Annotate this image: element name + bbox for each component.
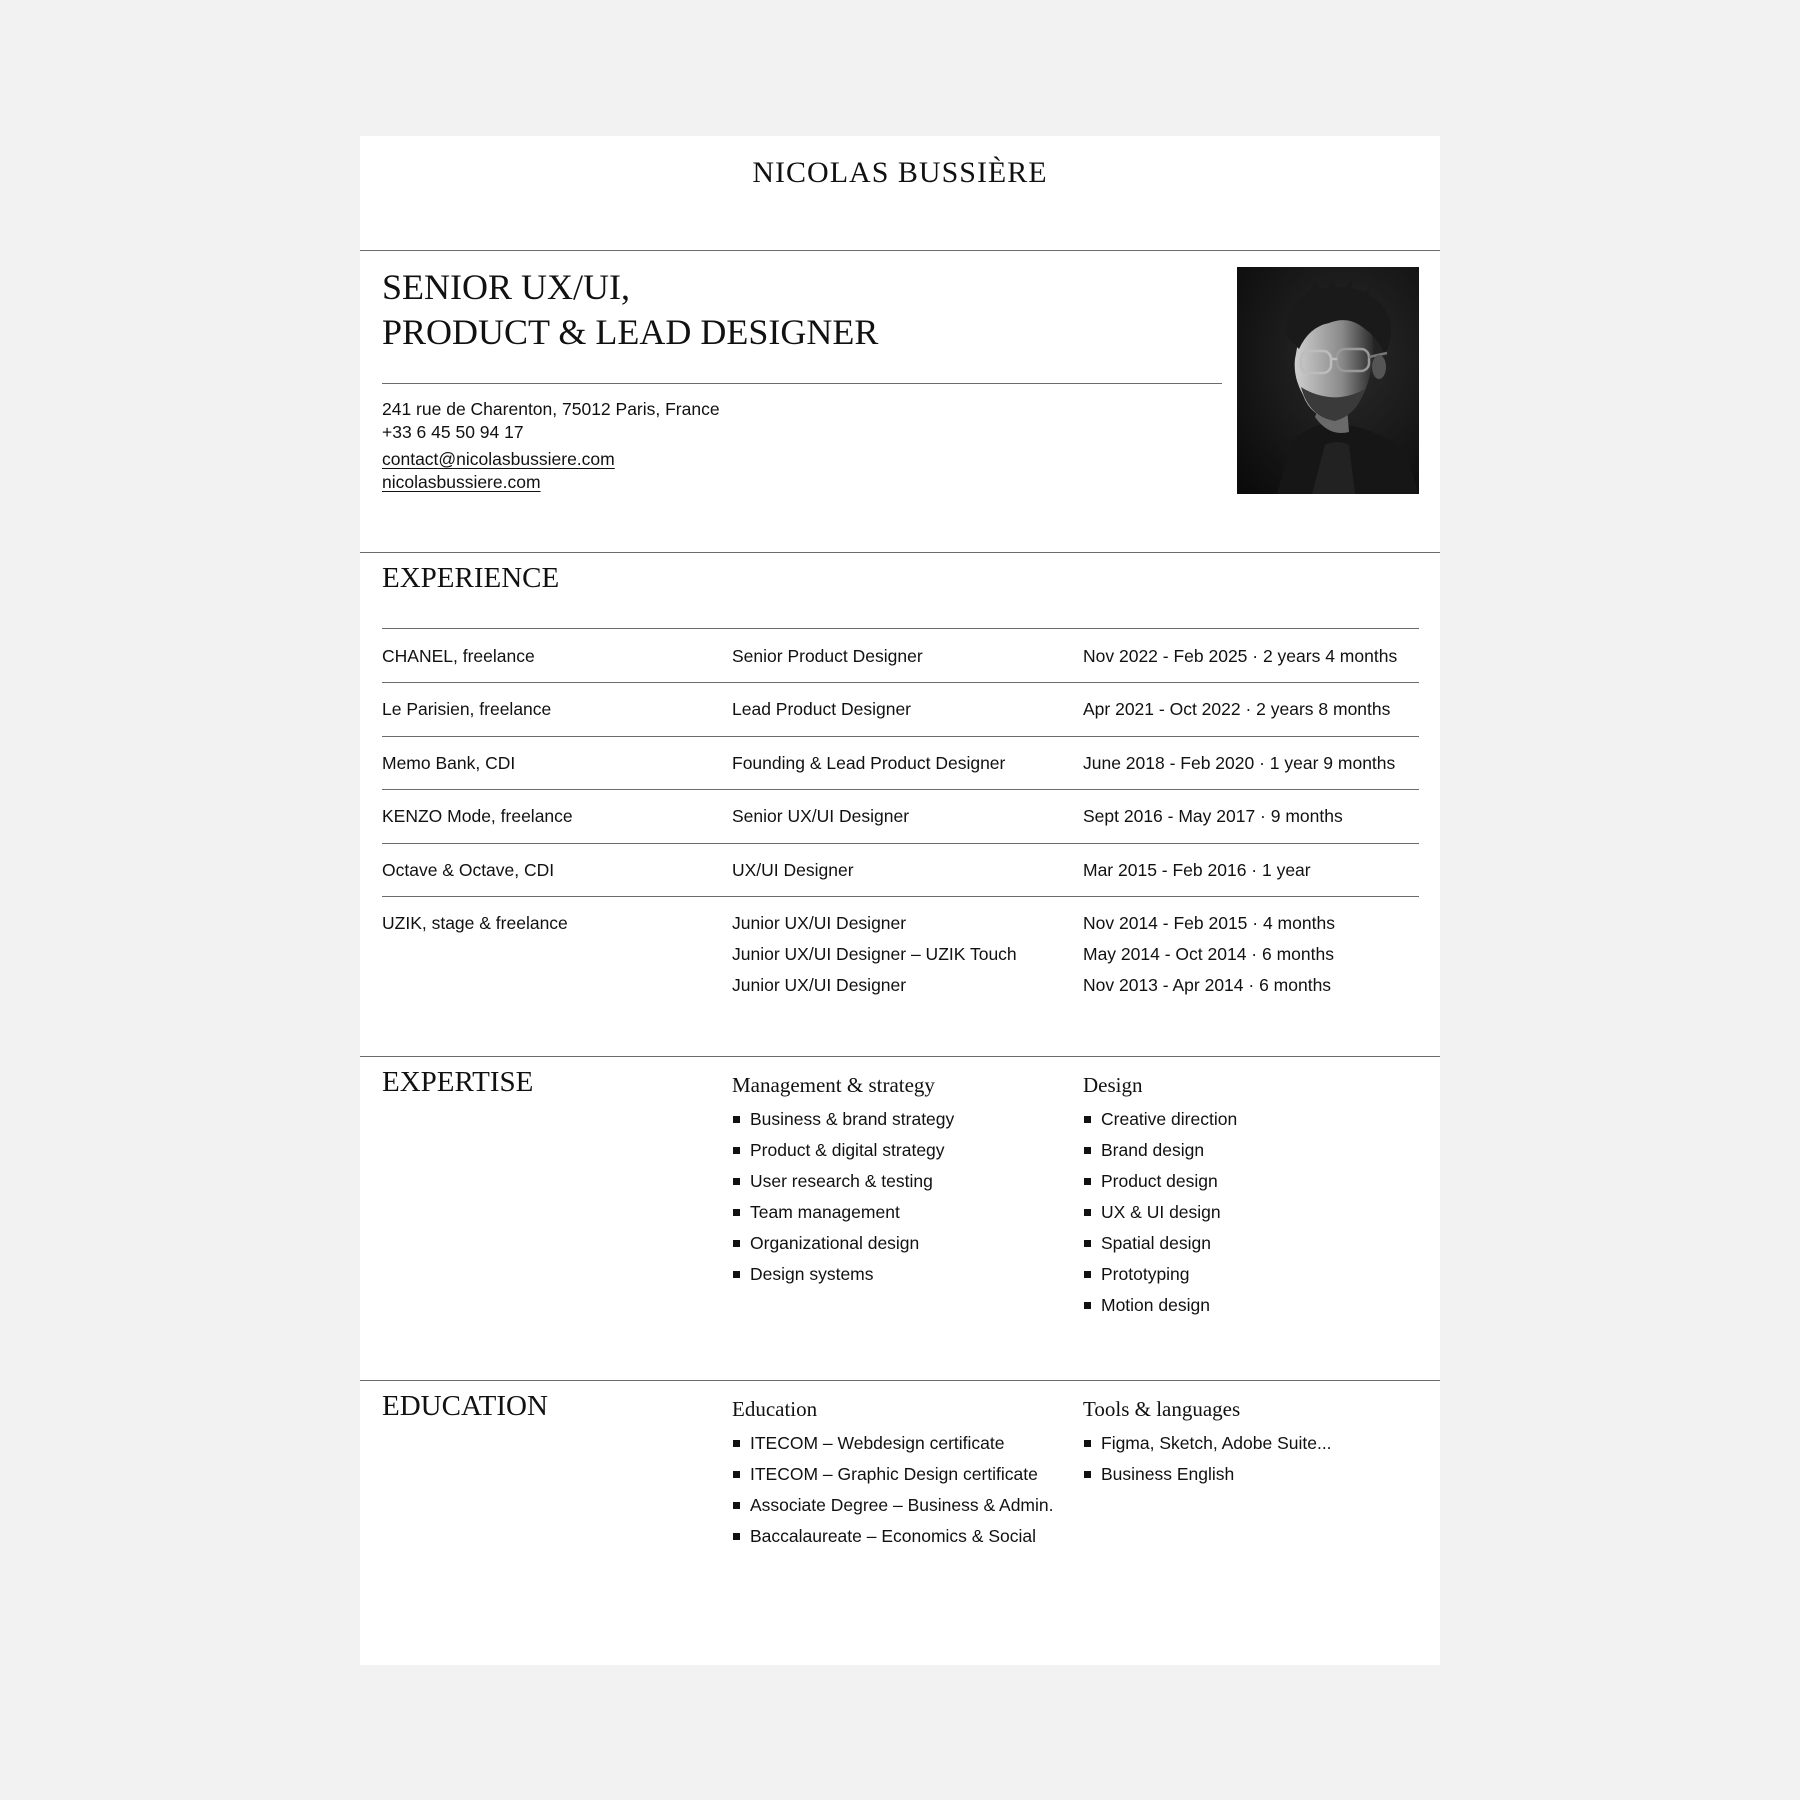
experience-period: Nov 2014 - Feb 2015 · 4 months (1083, 913, 1335, 933)
list-item: Business & brand strategy (732, 1104, 954, 1135)
bullet-square-icon (733, 1209, 740, 1216)
experience-company: UZIK, stage & freelance (382, 913, 568, 933)
divider (360, 1056, 1440, 1057)
bullet-square-icon (1084, 1209, 1091, 1216)
bullet-square-icon (1084, 1271, 1091, 1278)
experience-period: Nov 2013 - Apr 2014 · 6 months (1083, 975, 1332, 995)
list-item: Creative direction (1083, 1104, 1237, 1135)
experience-role: Lead Product Designer (732, 699, 911, 719)
experience-period: Mar 2015 - Feb 2016 · 1 year (1083, 860, 1311, 880)
expertise-column-heading: Management & strategy (732, 1073, 935, 1097)
expertise-title: EXPERTISE (382, 1066, 534, 1098)
bullet-square-icon (733, 1471, 740, 1478)
table-row-divider (382, 843, 1419, 844)
list-item: Business English (1083, 1459, 1332, 1490)
list-item: Baccalaureate – Economics & Social (732, 1521, 1054, 1552)
bullet-square-icon (733, 1533, 740, 1540)
table-row-divider (382, 896, 1419, 897)
experience-role: Junior UX/UI Designer (732, 975, 907, 995)
experience-period: Sept 2016 - May 2017 · 9 months (1083, 806, 1343, 826)
list-item: UX & UI design (1083, 1197, 1237, 1228)
resume-page (360, 136, 1440, 1665)
divider (382, 628, 1419, 629)
bullet-square-icon (733, 1178, 740, 1185)
job-title-line-2: PRODUCT & LEAD DESIGNER (382, 312, 879, 352)
bullet-square-icon (733, 1271, 740, 1278)
experience-period: Nov 2022 - Feb 2025 · 2 years 4 months (1083, 646, 1398, 666)
experience-period: Apr 2021 - Oct 2022 · 2 years 8 months (1083, 699, 1391, 719)
list-item: ITECOM – Webdesign certificate (732, 1428, 1054, 1459)
bullet-square-icon (733, 1502, 740, 1509)
portrait-photo (1237, 267, 1419, 494)
experience-role: Senior Product Designer (732, 646, 923, 666)
job-title-line-1: SENIOR UX/UI, (382, 267, 630, 307)
list-item: Figma, Sketch, Adobe Suite... (1083, 1428, 1332, 1459)
contact-address: 241 rue de Charenton, 75012 Paris, France (382, 399, 720, 419)
education-title: EDUCATION (382, 1390, 548, 1422)
experience-role: Junior UX/UI Designer – UZIK Touch (732, 944, 1017, 964)
bullet-square-icon (1084, 1178, 1091, 1185)
table-row-divider (382, 789, 1419, 790)
contact-email-link[interactable]: contact@nicolasbussiere.com (382, 449, 615, 469)
bullet-square-icon (733, 1240, 740, 1247)
divider (360, 250, 1440, 251)
bullet-square-icon (733, 1440, 740, 1447)
experience-company: Octave & Octave, CDI (382, 860, 555, 880)
list-item: Product design (1083, 1166, 1237, 1197)
education-column-heading: Education (732, 1397, 818, 1421)
bullet-square-icon (733, 1116, 740, 1123)
bullet-square-icon (1084, 1302, 1091, 1309)
expertise-list (1083, 1104, 1237, 1321)
experience-company: Le Parisien, freelance (382, 699, 552, 719)
contact-website-link[interactable]: nicolasbussiere.com (382, 472, 541, 492)
expertise-column-heading: Design (1083, 1073, 1143, 1097)
list-item: Motion design (1083, 1290, 1237, 1321)
experience-period: May 2014 - Oct 2014 · 6 months (1083, 944, 1334, 964)
list-item: Design systems (732, 1259, 954, 1290)
experience-title: EXPERIENCE (382, 562, 560, 594)
list-item: User research & testing (732, 1166, 954, 1197)
list-item: Brand design (1083, 1135, 1237, 1166)
contact-phone: +33 6 45 50 94 17 (382, 422, 524, 442)
bullet-square-icon (733, 1147, 740, 1154)
list-item: Organizational design (732, 1228, 954, 1259)
experience-company: KENZO Mode, freelance (382, 806, 573, 826)
table-row-divider (382, 682, 1419, 683)
expertise-list (732, 1104, 954, 1290)
divider (360, 552, 1440, 553)
experience-role: Senior UX/UI Designer (732, 806, 910, 826)
bullet-square-icon (1084, 1471, 1091, 1478)
list-item: Product & digital strategy (732, 1135, 954, 1166)
bullet-square-icon (1084, 1147, 1091, 1154)
list-item: Team management (732, 1197, 954, 1228)
experience-role: Founding & Lead Product Designer (732, 753, 1006, 773)
list-item: Prototyping (1083, 1259, 1237, 1290)
education-column-heading: Tools & languages (1083, 1397, 1241, 1421)
tools-languages-list (1083, 1428, 1332, 1490)
bullet-square-icon (1084, 1440, 1091, 1447)
divider (360, 1380, 1440, 1381)
experience-role: Junior UX/UI Designer (732, 913, 907, 933)
list-item: Associate Degree – Business & Admin. (732, 1490, 1054, 1521)
bullet-square-icon (1084, 1116, 1091, 1123)
experience-company: Memo Bank, CDI (382, 753, 516, 773)
experience-company: CHANEL, freelance (382, 646, 535, 666)
experience-role: UX/UI Designer (732, 860, 854, 880)
experience-period: June 2018 - Feb 2020 · 1 year 9 months (1083, 753, 1396, 773)
table-row-divider (382, 736, 1419, 737)
bullet-square-icon (1084, 1240, 1091, 1247)
education-list (732, 1428, 1054, 1552)
divider (382, 383, 1222, 384)
list-item: Spatial design (1083, 1228, 1237, 1259)
list-item: ITECOM – Graphic Design certificate (732, 1459, 1054, 1490)
header-name: NICOLAS BUSSIÈRE (752, 156, 1048, 189)
